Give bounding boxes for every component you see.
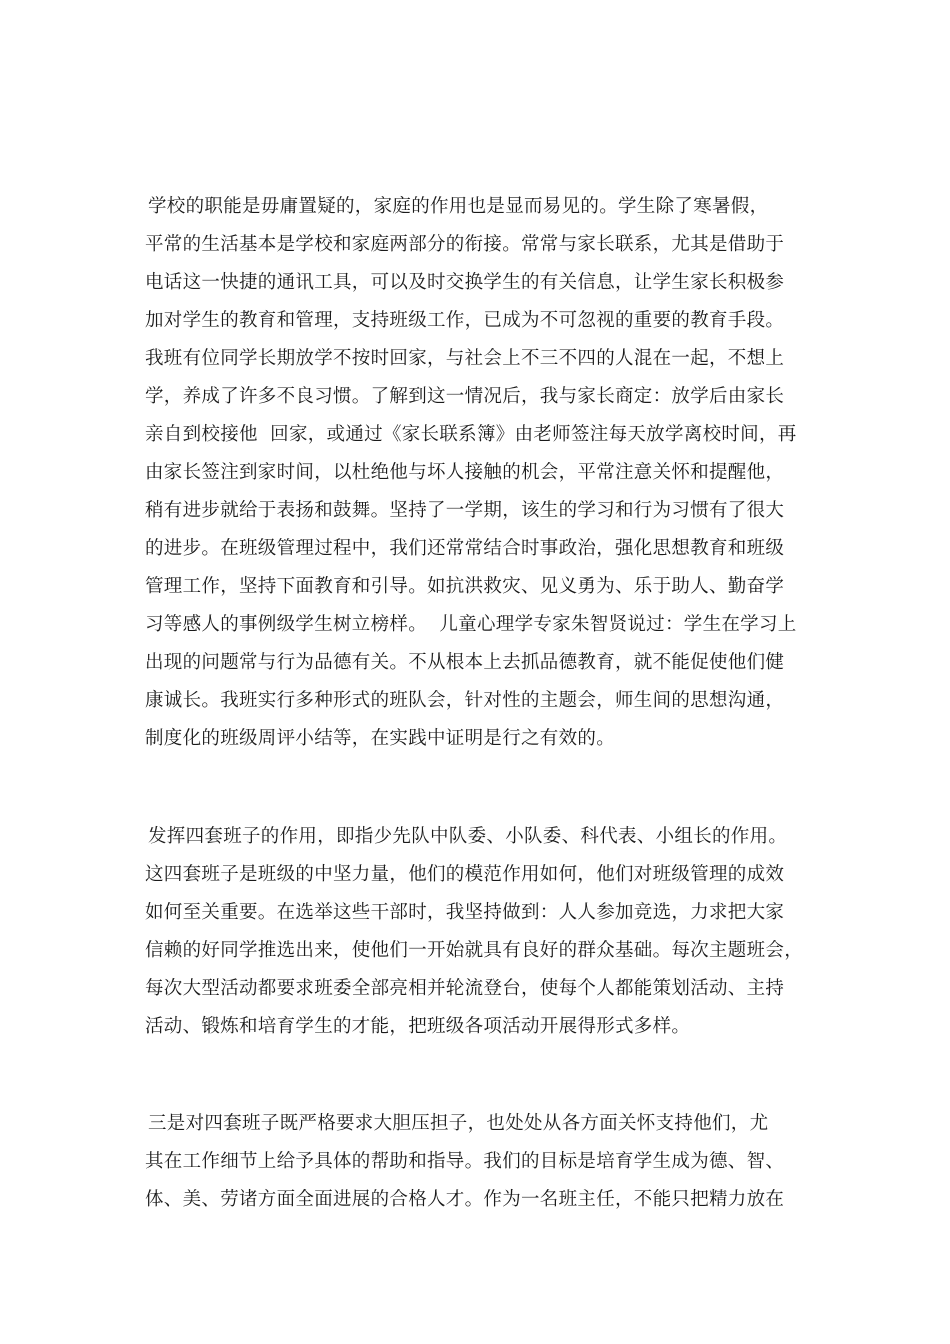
text-line: 出现的问题常与行为品德有关。不从根本上去抓品德教育，就不能促使他们健 — [145, 652, 785, 673]
text-line: 三是对四套班子既严格要求大胆压担子，也处处从各方面关怀支持他们，尤 — [148, 1113, 769, 1134]
text-line: 活动、锻炼和培育学生的才能，把班级各项活动开展得形式多样。 — [145, 1016, 691, 1037]
text-line: 的进步。在班级管理过程中，我们还常常结合时事政治，强化思想教育和班级 — [145, 538, 785, 559]
text-line: 这四套班子是班级的中坚力量，他们的模范作用如何，他们对班级管理的成效 — [145, 864, 785, 885]
text-line: 康诚长。我班实行多种形式的班队会，针对性的主题会，师生间的思想沟通， — [145, 690, 785, 711]
text-line: 信赖的好同学推选出来，使他们一开始就具有良好的群众基础。每次主题班会， — [145, 940, 804, 961]
text-line: 平常的生活基本是学校和家庭两部分的衔接。常常与家长联系，尤其是借助于 — [145, 234, 785, 255]
text-line: 制度化的班级周评小结等，在实践中证明是行之有效的。 — [145, 728, 616, 749]
text-line: 我班有位同学长期放学不按时回家，与社会上不三不四的人混在一起，不想上 — [145, 348, 785, 369]
text-line: 每次大型活动都要求班委全部亮相并轮流登台，使每个人都能策划活动、主持 — [145, 978, 785, 999]
text-line: 电话这一快捷的通讯工具，可以及时交换学生的有关信息，让学生家长积极参 — [145, 272, 785, 293]
text-line: 亲自到校接他 回家，或通过《家长联系簿》由老师签注每天放学离校时间，再 — [145, 424, 797, 445]
text-line: 如何至关重要。在选举这些干部时，我坚持做到：人人参加竞选，力求把大家 — [145, 902, 785, 923]
text-line: 学，养成了许多不良习惯。了解到这一情况后，我与家长商定：放学后由家长 — [145, 386, 785, 407]
paragraph-3 — [145, 1105, 845, 1219]
text-line: 加对学生的教育和管理，支持班级工作，已成为不可忽视的重要的教育手段。 — [145, 310, 785, 331]
text-line: 学校的职能是毋庸置疑的，家庭的作用也是显而易见的。学生除了寒暑假， — [148, 196, 769, 217]
text-line: 体、美、劳诸方面全面进展的合格人才。作为一名班主任，不能只把精力放在 — [145, 1189, 785, 1210]
text-line: 其在工作细节上给予具体的帮助和指导。我们的目标是培育学生成为德、智、 — [145, 1151, 785, 1172]
text-line: 稍有进步就给于表扬和鼓舞。坚持了一学期，该生的学习和行为习惯有了很大 — [145, 500, 785, 521]
text-line: 管理工作，坚持下面教育和引导。如抗洪救灾、见义勇为、乐于助人、勤奋学 — [145, 576, 785, 597]
text-line: 习等感人的事例级学生树立榜样。 儿童心理学专家朱智贤说过：学生在学习上 — [145, 614, 797, 635]
text-line: 发挥四套班子的作用，即指少先队中队委、小队委、科代表、小组长的作用。 — [148, 826, 788, 847]
text-line: 由家长签注到家时间，以杜绝他与坏人接触的机会，平常注意关怀和提醒他， — [145, 462, 785, 483]
paragraph-2 — [145, 818, 845, 1046]
paragraph-1 — [145, 188, 845, 758]
